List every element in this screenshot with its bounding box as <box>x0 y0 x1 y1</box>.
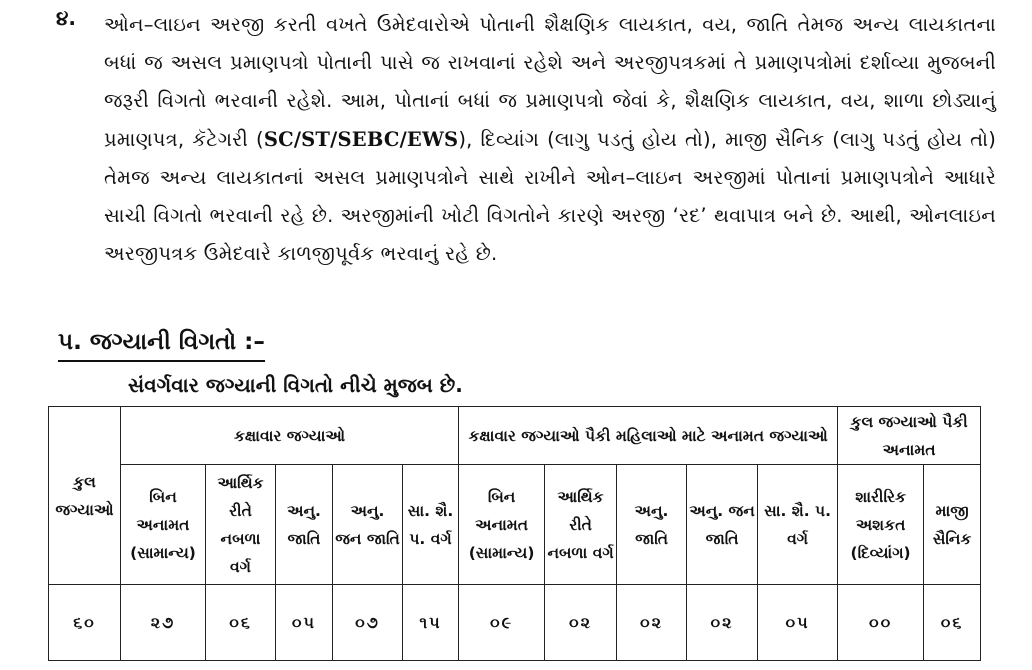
point-4 <box>56 6 996 293</box>
category-codes: SC/ST/SEBC/EWS <box>263 127 459 151</box>
total-posts-header: કુલ જગ્યાઓ <box>49 407 121 585</box>
women-reserved-group-header: કક્ષાવાર જગ્યાઓ પૈકી મહિલાઓ માટે અનામત જગ્યાઓ <box>459 407 838 465</box>
vacancy-table <box>48 406 981 661</box>
table-cell: ૦૨ <box>617 585 687 661</box>
col-header: આર્થિક રીતે નબળા વર્ગ <box>545 465 617 585</box>
point-number: ૪. <box>56 6 76 30</box>
table-cell: ૦૦ <box>838 585 924 661</box>
table-cell: ૦૭ <box>333 585 403 661</box>
table-cell: ૨૭ <box>121 585 206 661</box>
col-header: અનુ. જાતિ <box>276 465 333 585</box>
section-5-subheading: સંવર્ગવાર જગ્યાની વિગતો નીચે મુજબ છે. <box>128 373 463 397</box>
column-header-row <box>49 465 981 585</box>
table-cell: ૦૬ <box>206 585 276 661</box>
categorywise-group-header: કક્ષાવાર જગ્યાઓ <box>121 407 459 465</box>
table-cell: ૦૨ <box>545 585 617 661</box>
paragraph-text-b: ), દિવ્યાંગ (લાગુ પડતું હોય તો), માજી સૈનિક (લાગુ પડતું હોય તો) તેમજ અન્ય લાયકાતનાં અસલ પ્રમાણપત્રોને સાથે રાખીને ઓન–લાઇન અરજીમાં પોતાનાં પ્રમાણપત્રોને આધારે સાચી વિગતો ભરવાની રહે છે. અરજીમાંની ખોટી વિગતોને કારણે અરજી ‘રદ’ થવાપાત્ર બને છે. આથી, ઓનલાઇન અરજીપત્રક ઉમેદવારે કાળજીપૂર્વક ભરવાનું રહે છે. <box>104 127 996 266</box>
col-header: શારીરિક અશકત (દિવ્યાંગ) <box>838 465 924 585</box>
table-cell: ૦૬ <box>924 585 981 661</box>
table-cell: ૦૫ <box>758 585 838 661</box>
reserved-group-header: કુલ જગ્યાઓ પૈકી અનામત <box>838 407 981 465</box>
col-header: માજી સૈનિક <box>924 465 981 585</box>
table-cell: ૦૨ <box>687 585 758 661</box>
col-header: અનુ. જન જાતિ <box>333 465 403 585</box>
point-4-paragraph <box>104 6 996 273</box>
col-header: સા. શૈ. પ. વર્ગ <box>758 465 838 585</box>
table-cell: ૧૫ <box>403 585 459 661</box>
paragraph-text-a: ઓન–લાઇન અરજી કરતી વખતે ઉમેદવારોએ પોતાની શૈક્ષણિક લાયકાત, વય, જાતિ તેમજ અન્ય લાયકાતના બધાં જ અસલ પ્રમાણપત્રો પોતાની પાસે જ રાખવાનાં રહેશે અને અરજીપત્રકમાં તે પ્રમાણપત્રોમાં દર્શાવ્યા મુજબની જરૂરી વિગતો ભરવાની રહેશે. આમ, પોતાનાં બધાં જ પ્રમાણપત્રો જેવાં કે, શૈક્ષણિક લાયકાત, વય, શાળા છોડ્યાનું પ્રમાણપત્ર, કૅટેગરી ( <box>104 13 996 151</box>
table-cell: ૦૫ <box>276 585 333 661</box>
values-row <box>49 585 981 661</box>
table-cell: ૦૯ <box>459 585 545 661</box>
col-header: બિન અનામત (સામાન્ય) <box>121 465 206 585</box>
col-header: અનુ. જન જાતિ <box>687 465 758 585</box>
col-header: આર્થિક રીતે નબળા વર્ગ <box>206 465 276 585</box>
col-header: સા. શૈ. પ. વર્ગ <box>403 465 459 585</box>
total-posts-value: ૬૦ <box>49 585 121 661</box>
col-header: અનુ. જાતિ <box>617 465 687 585</box>
section-5-heading: ૫. જગ્યાની વિગતો :– <box>58 326 265 362</box>
col-header: બિન અનામત (સામાન્ય) <box>459 465 545 585</box>
